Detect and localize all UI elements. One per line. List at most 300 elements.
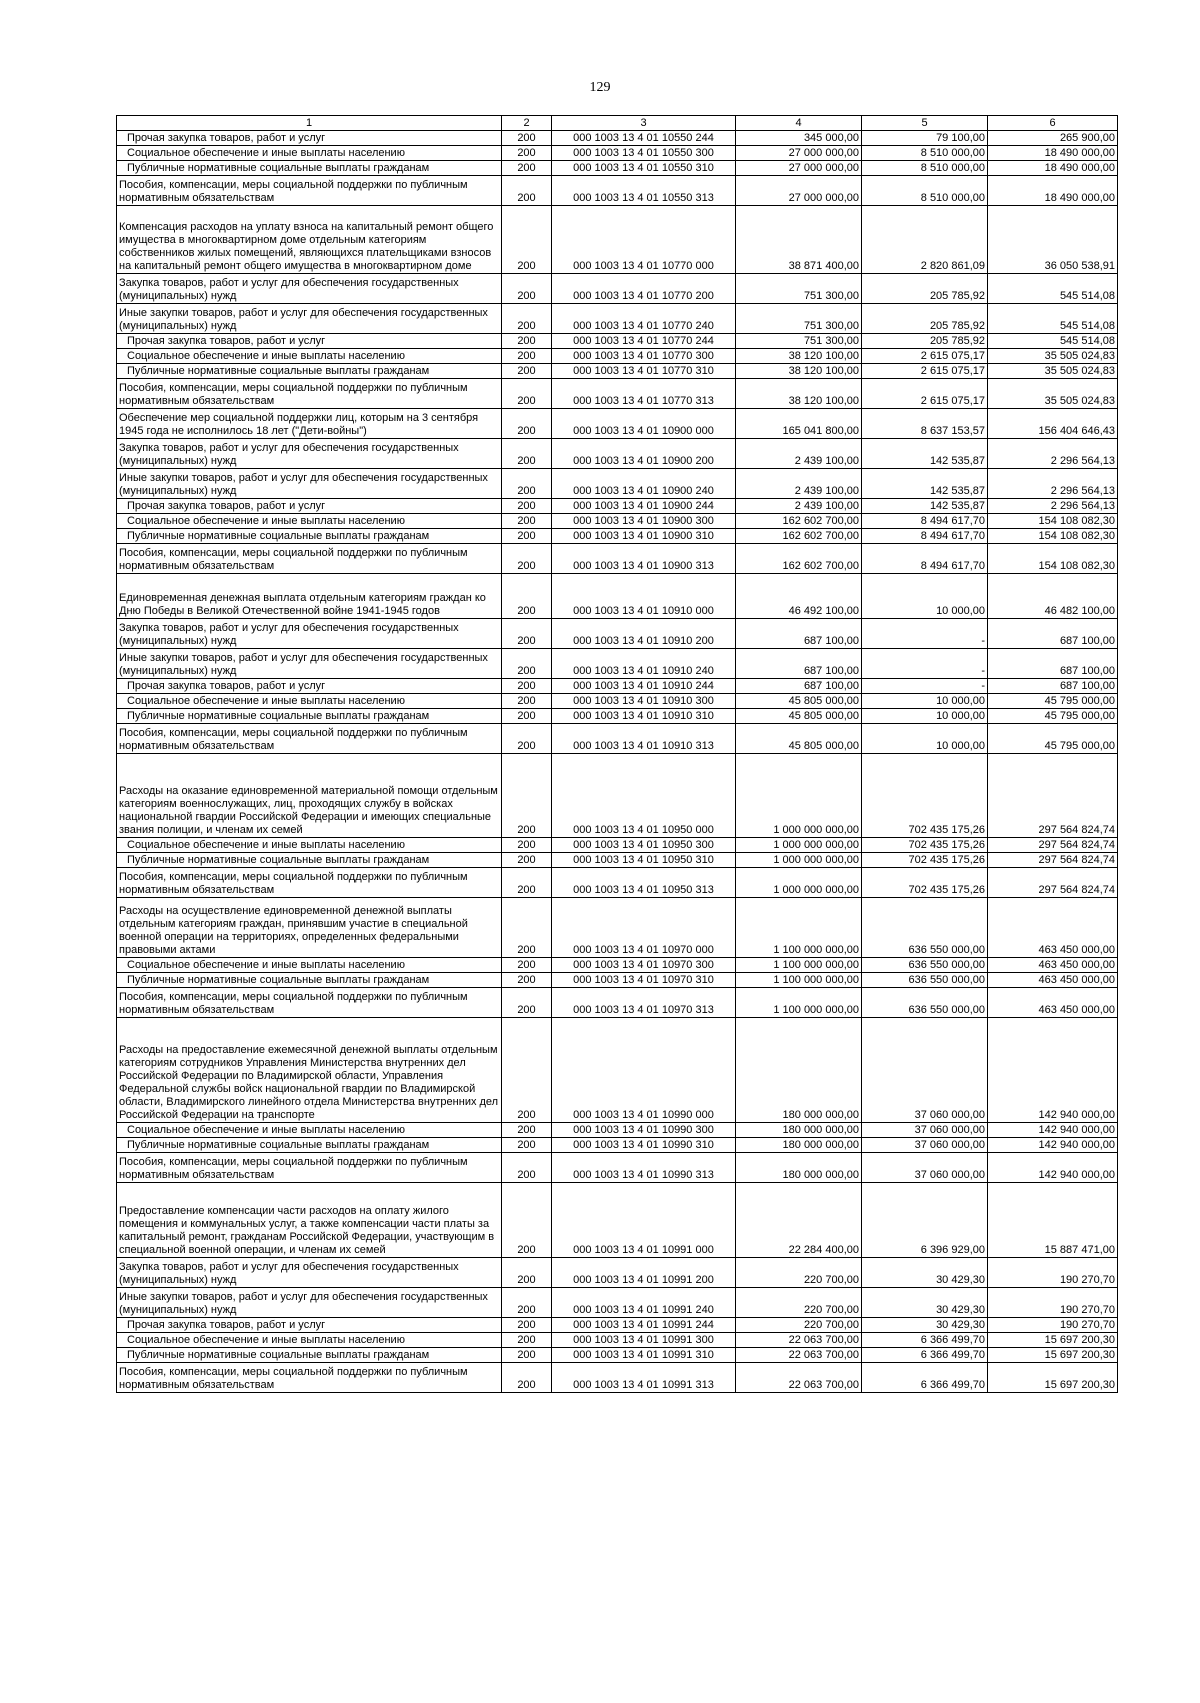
row-name: Компенсация расходов на уплату взноса на капитальный ремонт общего имущества в многоквартирном доме отдельным категориям собственников жилых помещений, являющихся плательщиками взносов на капитальный ремонт общего имущества в многоквартирном доме — [117, 206, 502, 274]
table-row — [117, 1153, 1118, 1183]
row-gr: 200 — [502, 649, 552, 679]
row-amount-6: 545 514,08 — [988, 304, 1118, 334]
row-amount-4: 751 300,00 — [736, 304, 862, 334]
row-amount-4: 2 439 100,00 — [736, 439, 862, 469]
table-row — [117, 379, 1118, 409]
row-amount-6: 46 482 100,00 — [988, 574, 1118, 619]
row-code: 000 1003 13 4 01 10970 313 — [552, 988, 736, 1018]
row-amount-4: 1 100 000 000,00 — [736, 988, 862, 1018]
row-gr: 200 — [502, 898, 552, 958]
row-name: Социальное обеспечение и иные выплаты населению — [117, 349, 502, 364]
column-header: 2 — [502, 116, 552, 131]
table-row — [117, 1018, 1118, 1123]
row-amount-5: 702 435 175,26 — [862, 868, 988, 898]
row-amount-6: 35 505 024,83 — [988, 349, 1118, 364]
row-name: Прочая закупка товаров, работ и услуг — [117, 131, 502, 146]
row-name: Закупка товаров, работ и услуг для обеспечения государственных (муниципальных) нужд — [117, 1258, 502, 1288]
row-amount-5: 636 550 000,00 — [862, 973, 988, 988]
row-code: 000 1003 13 4 01 10910 310 — [552, 709, 736, 724]
row-amount-5: 6 366 499,70 — [862, 1333, 988, 1348]
table-row — [117, 958, 1118, 973]
row-name: Закупка товаров, работ и услуг для обеспечения государственных (муниципальных) нужд — [117, 439, 502, 469]
row-amount-6: 15 697 200,30 — [988, 1333, 1118, 1348]
row-amount-6: 2 296 564,13 — [988, 439, 1118, 469]
row-name: Прочая закупка товаров, работ и услуг — [117, 1318, 502, 1333]
table-row — [117, 304, 1118, 334]
row-code: 000 1003 13 4 01 10990 313 — [552, 1153, 736, 1183]
row-gr: 200 — [502, 514, 552, 529]
row-code: 000 1003 13 4 01 10991 200 — [552, 1258, 736, 1288]
row-amount-6: 190 270,70 — [988, 1258, 1118, 1288]
row-name: Пособия, компенсации, меры социальной поддержки по публичным нормативным обязательствам — [117, 176, 502, 206]
row-amount-6: 18 490 000,00 — [988, 161, 1118, 176]
row-gr: 200 — [502, 973, 552, 988]
row-amount-4: 22 063 700,00 — [736, 1333, 862, 1348]
row-amount-4: 45 805 000,00 — [736, 694, 862, 709]
row-code: 000 1003 13 4 01 10950 310 — [552, 853, 736, 868]
row-gr: 200 — [502, 1123, 552, 1138]
row-amount-6: 297 564 824,74 — [988, 853, 1118, 868]
row-name: Социальное обеспечение и иные выплаты населению — [117, 1123, 502, 1138]
row-amount-4: 22 063 700,00 — [736, 1348, 862, 1363]
row-gr: 200 — [502, 529, 552, 544]
row-name: Пособия, компенсации, меры социальной поддержки по публичным нормативным обязательствам — [117, 379, 502, 409]
row-amount-4: 1 100 000 000,00 — [736, 973, 862, 988]
row-name: Обеспечение мер социальной поддержки лиц, которым на 3 сентября 1945 года не исполнилось 18 лет ("Дети-войны") — [117, 409, 502, 439]
row-code: 000 1003 13 4 01 10970 310 — [552, 973, 736, 988]
row-amount-5: 10 000,00 — [862, 574, 988, 619]
row-name: Иные закупки товаров, работ и услуг для обеспечения государственных (муниципальных) нужд — [117, 649, 502, 679]
row-name: Пособия, компенсации, меры социальной поддержки по публичным нормативным обязательствам — [117, 1363, 502, 1393]
row-gr: 200 — [502, 409, 552, 439]
row-amount-4: 687 100,00 — [736, 649, 862, 679]
row-amount-5: 142 535,87 — [862, 499, 988, 514]
row-amount-6: 190 270,70 — [988, 1288, 1118, 1318]
table-row — [117, 649, 1118, 679]
row-name: Закупка товаров, работ и услуг для обеспечения государственных (муниципальных) нужд — [117, 274, 502, 304]
row-gr: 200 — [502, 304, 552, 334]
row-name: Расходы на предоставление ежемесячной денежной выплаты отдельным категориям сотрудников Управления Министерства внутренних дел Российской Федерации по Владимирской области, Управления Федеральной службы войск национальной гвардии по Владимирской области, Владимирского линейного отдела Министерства внутренних дел Российской Федерации на транспорте — [117, 1018, 502, 1123]
row-amount-5: 37 060 000,00 — [862, 1123, 988, 1138]
row-amount-6: 687 100,00 — [988, 679, 1118, 694]
row-code: 000 1003 13 4 01 10991 244 — [552, 1318, 736, 1333]
row-amount-6: 18 490 000,00 — [988, 176, 1118, 206]
row-name: Расходы на оказание единовременной материальной помощи отдельным категориям военнослужащих, лиц, проходящих службу в войсках национальной гвардии Российской Федерации и имеющих специальные звания полиции, и членам их семей — [117, 754, 502, 838]
row-code: 000 1003 13 4 01 10970 300 — [552, 958, 736, 973]
row-code: 000 1003 13 4 01 10770 313 — [552, 379, 736, 409]
row-amount-6: 545 514,08 — [988, 274, 1118, 304]
row-amount-6: 142 940 000,00 — [988, 1138, 1118, 1153]
row-amount-4: 751 300,00 — [736, 334, 862, 349]
table-row — [117, 709, 1118, 724]
row-amount-6: 297 564 824,74 — [988, 868, 1118, 898]
row-amount-6: 545 514,08 — [988, 334, 1118, 349]
row-code: 000 1003 13 4 01 10970 000 — [552, 898, 736, 958]
row-amount-4: 180 000 000,00 — [736, 1138, 862, 1153]
row-amount-4: 27 000 000,00 — [736, 161, 862, 176]
row-amount-6: 154 108 082,30 — [988, 529, 1118, 544]
table-row — [117, 1348, 1118, 1363]
table-row — [117, 868, 1118, 898]
row-amount-4: 165 041 800,00 — [736, 409, 862, 439]
column-header: 4 — [736, 116, 862, 131]
row-amount-4: 38 120 100,00 — [736, 364, 862, 379]
row-amount-5: 10 000,00 — [862, 709, 988, 724]
budget-table — [116, 115, 1118, 1393]
row-name: Прочая закупка товаров, работ и услуг — [117, 499, 502, 514]
row-gr: 200 — [502, 1348, 552, 1363]
row-gr: 200 — [502, 853, 552, 868]
row-code: 000 1003 13 4 01 10910 313 — [552, 724, 736, 754]
row-amount-5: 8 494 617,70 — [862, 544, 988, 574]
row-amount-5: 79 100,00 — [862, 131, 988, 146]
row-amount-6: 45 795 000,00 — [988, 724, 1118, 754]
row-code: 000 1003 13 4 01 10770 310 — [552, 364, 736, 379]
row-name: Пособия, компенсации, меры социальной поддержки по публичным нормативным обязательствам — [117, 544, 502, 574]
row-amount-4: 220 700,00 — [736, 1318, 862, 1333]
row-name: Иные закупки товаров, работ и услуг для обеспечения государственных (муниципальных) нужд — [117, 1288, 502, 1318]
row-gr: 200 — [502, 146, 552, 161]
page-number: 129 — [589, 80, 611, 95]
row-amount-4: 162 602 700,00 — [736, 529, 862, 544]
row-code: 000 1003 13 4 01 10990 300 — [552, 1123, 736, 1138]
table-row — [117, 619, 1118, 649]
row-amount-5: - — [862, 619, 988, 649]
table-row — [117, 694, 1118, 709]
row-code: 000 1003 13 4 01 10550 300 — [552, 146, 736, 161]
row-amount-6: 463 450 000,00 — [988, 958, 1118, 973]
row-name: Социальное обеспечение и иные выплаты населению — [117, 514, 502, 529]
row-amount-6: 35 505 024,83 — [988, 379, 1118, 409]
row-amount-6: 142 940 000,00 — [988, 1153, 1118, 1183]
row-name: Публичные нормативные социальные выплаты гражданам — [117, 1138, 502, 1153]
table-row — [117, 1333, 1118, 1348]
row-name: Публичные нормативные социальные выплаты гражданам — [117, 709, 502, 724]
column-header: 1 — [117, 116, 502, 131]
row-amount-6: 687 100,00 — [988, 649, 1118, 679]
row-code: 000 1003 13 4 01 10550 310 — [552, 161, 736, 176]
row-amount-5: 10 000,00 — [862, 694, 988, 709]
row-amount-6: 687 100,00 — [988, 619, 1118, 649]
row-amount-5: 2 820 861,09 — [862, 206, 988, 274]
row-amount-5: 10 000,00 — [862, 724, 988, 754]
row-amount-6: 297 564 824,74 — [988, 754, 1118, 838]
row-gr: 200 — [502, 724, 552, 754]
row-gr: 200 — [502, 364, 552, 379]
row-name: Иные закупки товаров, работ и услуг для обеспечения государственных (муниципальных) нужд — [117, 469, 502, 499]
row-amount-5: 636 550 000,00 — [862, 958, 988, 973]
table-row — [117, 364, 1118, 379]
column-header: 6 — [988, 116, 1118, 131]
row-amount-4: 751 300,00 — [736, 274, 862, 304]
row-name: Прочая закупка товаров, работ и услуг — [117, 334, 502, 349]
table-header-row — [117, 116, 1118, 131]
row-amount-5: 30 429,30 — [862, 1318, 988, 1333]
row-code: 000 1003 13 4 01 10900 310 — [552, 529, 736, 544]
row-code: 000 1003 13 4 01 10550 313 — [552, 176, 736, 206]
row-amount-6: 2 296 564,13 — [988, 469, 1118, 499]
row-amount-4: 220 700,00 — [736, 1258, 862, 1288]
row-gr: 200 — [502, 274, 552, 304]
row-gr: 200 — [502, 709, 552, 724]
row-gr: 200 — [502, 679, 552, 694]
row-amount-5: 702 435 175,26 — [862, 838, 988, 853]
row-amount-6: 154 108 082,30 — [988, 514, 1118, 529]
row-code: 000 1003 13 4 01 10550 244 — [552, 131, 736, 146]
row-name: Пособия, компенсации, меры социальной поддержки по публичным нормативным обязательствам — [117, 724, 502, 754]
row-amount-4: 162 602 700,00 — [736, 544, 862, 574]
row-name: Закупка товаров, работ и услуг для обеспечения государственных (муниципальных) нужд — [117, 619, 502, 649]
row-amount-6: 463 450 000,00 — [988, 898, 1118, 958]
row-amount-5: 2 615 075,17 — [862, 379, 988, 409]
row-amount-6: 15 697 200,30 — [988, 1348, 1118, 1363]
row-amount-6: 190 270,70 — [988, 1318, 1118, 1333]
row-gr: 200 — [502, 1363, 552, 1393]
row-amount-5: 8 510 000,00 — [862, 176, 988, 206]
row-amount-5: 37 060 000,00 — [862, 1138, 988, 1153]
row-code: 000 1003 13 4 01 10770 000 — [552, 206, 736, 274]
row-name: Пособия, компенсации, меры социальной поддержки по публичным нормативным обязательствам — [117, 988, 502, 1018]
row-gr: 200 — [502, 206, 552, 274]
row-amount-5: 30 429,30 — [862, 1258, 988, 1288]
row-amount-4: 1 000 000 000,00 — [736, 868, 862, 898]
row-code: 000 1003 13 4 01 10770 200 — [552, 274, 736, 304]
row-amount-4: 180 000 000,00 — [736, 1153, 862, 1183]
row-code: 000 1003 13 4 01 10900 200 — [552, 439, 736, 469]
row-name: Пособия, компенсации, меры социальной поддержки по публичным нормативным обязательствам — [117, 868, 502, 898]
row-amount-6: 18 490 000,00 — [988, 146, 1118, 161]
table-row — [117, 898, 1118, 958]
table-row — [117, 838, 1118, 853]
row-gr: 200 — [502, 1318, 552, 1333]
row-gr: 200 — [502, 176, 552, 206]
row-amount-4: 2 439 100,00 — [736, 499, 862, 514]
row-amount-5: 205 785,92 — [862, 334, 988, 349]
row-amount-5: 2 615 075,17 — [862, 364, 988, 379]
row-amount-4: 38 120 100,00 — [736, 379, 862, 409]
row-amount-6: 15 887 471,00 — [988, 1183, 1118, 1258]
row-amount-4: 45 805 000,00 — [736, 724, 862, 754]
column-header: 3 — [552, 116, 736, 131]
row-amount-5: 636 550 000,00 — [862, 988, 988, 1018]
table-row — [117, 409, 1118, 439]
table-row — [117, 544, 1118, 574]
table-row — [117, 1123, 1118, 1138]
row-amount-5: 8 494 617,70 — [862, 529, 988, 544]
row-gr: 200 — [502, 1138, 552, 1153]
column-header: 5 — [862, 116, 988, 131]
row-amount-5: 37 060 000,00 — [862, 1018, 988, 1123]
row-amount-5: 8 510 000,00 — [862, 161, 988, 176]
row-amount-4: 46 492 100,00 — [736, 574, 862, 619]
row-gr: 200 — [502, 469, 552, 499]
row-amount-4: 345 000,00 — [736, 131, 862, 146]
table-row — [117, 274, 1118, 304]
row-name: Единовременная денежная выплата отдельным категориям граждан ко Дню Победы в Великой Отечественной войне 1941-1945 годов — [117, 574, 502, 619]
row-amount-5: 6 366 499,70 — [862, 1348, 988, 1363]
row-amount-4: 1 000 000 000,00 — [736, 838, 862, 853]
row-name: Расходы на осуществление единовременной денежной выплаты отдельным категориям граждан, принявшим участие в специальной военной операции на территориях, определенных федеральными правовыми актами — [117, 898, 502, 958]
row-amount-4: 1 000 000 000,00 — [736, 853, 862, 868]
row-amount-4: 45 805 000,00 — [736, 709, 862, 724]
row-amount-5: - — [862, 679, 988, 694]
table-row — [117, 529, 1118, 544]
row-amount-5: 2 615 075,17 — [862, 349, 988, 364]
row-gr: 200 — [502, 439, 552, 469]
row-gr: 200 — [502, 334, 552, 349]
row-code: 000 1003 13 4 01 10910 240 — [552, 649, 736, 679]
row-code: 000 1003 13 4 01 10990 310 — [552, 1138, 736, 1153]
row-gr: 200 — [502, 574, 552, 619]
row-name: Публичные нормативные социальные выплаты гражданам — [117, 853, 502, 868]
row-gr: 200 — [502, 349, 552, 364]
row-name: Прочая закупка товаров, работ и услуг — [117, 679, 502, 694]
row-name: Социальное обеспечение и иные выплаты населению — [117, 694, 502, 709]
row-name: Социальное обеспечение и иные выплаты населению — [117, 146, 502, 161]
row-amount-5: 8 510 000,00 — [862, 146, 988, 161]
row-gr: 200 — [502, 161, 552, 176]
row-amount-6: 156 404 646,43 — [988, 409, 1118, 439]
row-amount-4: 38 120 100,00 — [736, 349, 862, 364]
row-amount-5: - — [862, 649, 988, 679]
row-amount-4: 27 000 000,00 — [736, 176, 862, 206]
table-row — [117, 1288, 1118, 1318]
row-name: Социальное обеспечение и иные выплаты населению — [117, 958, 502, 973]
row-amount-5: 6 366 499,70 — [862, 1363, 988, 1393]
row-gr: 200 — [502, 1018, 552, 1123]
table-row — [117, 176, 1118, 206]
row-name: Публичные нормативные социальные выплаты гражданам — [117, 364, 502, 379]
row-gr: 200 — [502, 1183, 552, 1258]
table-row — [117, 514, 1118, 529]
table-row — [117, 724, 1118, 754]
table-row — [117, 334, 1118, 349]
table-row — [117, 1138, 1118, 1153]
row-gr: 200 — [502, 988, 552, 1018]
row-gr: 200 — [502, 1333, 552, 1348]
row-gr: 200 — [502, 838, 552, 853]
row-gr: 200 — [502, 499, 552, 514]
row-amount-5: 142 535,87 — [862, 439, 988, 469]
row-amount-6: 463 450 000,00 — [988, 973, 1118, 988]
row-code: 000 1003 13 4 01 10900 300 — [552, 514, 736, 529]
row-code: 000 1003 13 4 01 10770 244 — [552, 334, 736, 349]
row-amount-4: 687 100,00 — [736, 679, 862, 694]
row-amount-4: 38 871 400,00 — [736, 206, 862, 274]
row-name: Публичные нормативные социальные выплаты гражданам — [117, 161, 502, 176]
table-row — [117, 499, 1118, 514]
row-gr: 200 — [502, 694, 552, 709]
row-amount-5: 702 435 175,26 — [862, 853, 988, 868]
row-name: Публичные нормативные социальные выплаты гражданам — [117, 529, 502, 544]
row-code: 000 1003 13 4 01 10991 310 — [552, 1348, 736, 1363]
row-code: 000 1003 13 4 01 10950 313 — [552, 868, 736, 898]
table-row — [117, 574, 1118, 619]
row-amount-6: 2 296 564,13 — [988, 499, 1118, 514]
row-code: 000 1003 13 4 01 10910 300 — [552, 694, 736, 709]
row-code: 000 1003 13 4 01 10991 240 — [552, 1288, 736, 1318]
row-amount-6: 36 050 538,91 — [988, 206, 1118, 274]
row-amount-6: 35 505 024,83 — [988, 364, 1118, 379]
row-amount-4: 1 100 000 000,00 — [736, 898, 862, 958]
row-code: 000 1003 13 4 01 10900 000 — [552, 409, 736, 439]
table-row — [117, 206, 1118, 274]
row-amount-6: 297 564 824,74 — [988, 838, 1118, 853]
row-amount-5: 142 535,87 — [862, 469, 988, 499]
row-amount-5: 8 637 153,57 — [862, 409, 988, 439]
table-row — [117, 146, 1118, 161]
row-amount-5: 30 429,30 — [862, 1288, 988, 1318]
table-row — [117, 1318, 1118, 1333]
table-row — [117, 973, 1118, 988]
row-gr: 200 — [502, 1258, 552, 1288]
row-code: 000 1003 13 4 01 10991 300 — [552, 1333, 736, 1348]
row-name: Социальное обеспечение и иные выплаты населению — [117, 1333, 502, 1348]
row-amount-6: 463 450 000,00 — [988, 988, 1118, 1018]
row-code: 000 1003 13 4 01 10950 000 — [552, 754, 736, 838]
row-name: Иные закупки товаров, работ и услуг для обеспечения государственных (муниципальных) нужд — [117, 304, 502, 334]
row-amount-4: 180 000 000,00 — [736, 1018, 862, 1123]
row-name: Пособия, компенсации, меры социальной поддержки по публичным нормативным обязательствам — [117, 1153, 502, 1183]
row-amount-5: 37 060 000,00 — [862, 1153, 988, 1183]
row-amount-4: 687 100,00 — [736, 619, 862, 649]
row-amount-6: 142 940 000,00 — [988, 1123, 1118, 1138]
row-code: 000 1003 13 4 01 10910 244 — [552, 679, 736, 694]
row-gr: 200 — [502, 958, 552, 973]
table-row — [117, 1363, 1118, 1393]
row-amount-6: 45 795 000,00 — [988, 694, 1118, 709]
table-row — [117, 988, 1118, 1018]
row-gr: 200 — [502, 379, 552, 409]
row-amount-4: 220 700,00 — [736, 1288, 862, 1318]
row-gr: 200 — [502, 131, 552, 146]
row-amount-4: 27 000 000,00 — [736, 146, 862, 161]
row-amount-5: 8 494 617,70 — [862, 514, 988, 529]
row-amount-4: 2 439 100,00 — [736, 469, 862, 499]
row-code: 000 1003 13 4 01 10991 313 — [552, 1363, 736, 1393]
row-amount-4: 22 063 700,00 — [736, 1363, 862, 1393]
row-amount-5: 205 785,92 — [862, 304, 988, 334]
row-amount-4: 22 284 400,00 — [736, 1183, 862, 1258]
row-gr: 200 — [502, 544, 552, 574]
row-gr: 200 — [502, 754, 552, 838]
row-code: 000 1003 13 4 01 10910 200 — [552, 619, 736, 649]
row-amount-4: 162 602 700,00 — [736, 514, 862, 529]
table-row — [117, 439, 1118, 469]
row-code: 000 1003 13 4 01 10900 244 — [552, 499, 736, 514]
row-code: 000 1003 13 4 01 10991 000 — [552, 1183, 736, 1258]
row-name: Публичные нормативные социальные выплаты гражданам — [117, 973, 502, 988]
row-gr: 200 — [502, 1153, 552, 1183]
table-row — [117, 161, 1118, 176]
row-amount-6: 265 900,00 — [988, 131, 1118, 146]
row-gr: 200 — [502, 1288, 552, 1318]
row-code: 000 1003 13 4 01 10900 240 — [552, 469, 736, 499]
row-amount-5: 702 435 175,26 — [862, 754, 988, 838]
row-code: 000 1003 13 4 01 10900 313 — [552, 544, 736, 574]
table-row — [117, 1183, 1118, 1258]
row-amount-4: 1 100 000 000,00 — [736, 958, 862, 973]
table-row — [117, 349, 1118, 364]
table-row — [117, 679, 1118, 694]
table-row — [117, 754, 1118, 838]
table-row — [117, 853, 1118, 868]
table-row — [117, 469, 1118, 499]
row-code: 000 1003 13 4 01 10770 240 — [552, 304, 736, 334]
row-amount-6: 142 940 000,00 — [988, 1018, 1118, 1123]
table-row — [117, 1258, 1118, 1288]
row-code: 000 1003 13 4 01 10910 000 — [552, 574, 736, 619]
